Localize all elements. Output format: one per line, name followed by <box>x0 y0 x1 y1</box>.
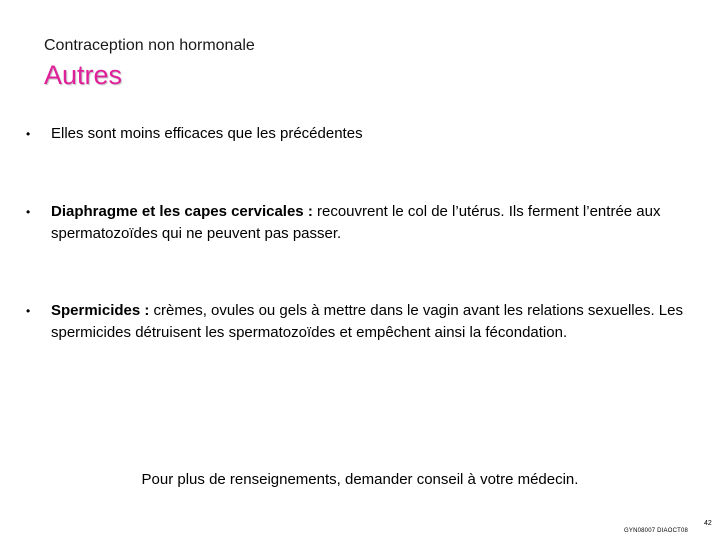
bullet-marker: • <box>26 304 31 318</box>
document-code: GYN08007 DIAOCT08 <box>624 528 689 534</box>
bullet-marker: • <box>26 127 31 141</box>
page-number: 42 <box>704 520 712 527</box>
slide-title: Autres <box>44 60 123 90</box>
bullet-lead: Spermicides : <box>51 302 150 319</box>
bullet-text <box>51 300 716 344</box>
bullet-body: crèmes, ovules ou gels à mettre dans le vagin avant les relations sexuelles. Les spermicides détruisent les spermatozoïdes et empêchent ainsi la fécondation. <box>51 302 683 341</box>
bullet-text <box>51 123 716 145</box>
slide-supertitle: Contraception non hormonale <box>44 37 255 54</box>
bullet-lead: Diaphragme et les capes cervicales : <box>51 203 313 220</box>
bullet-body: recouvrent le col de l’utérus. Ils ferment l’entrée aux spermatozoïdes qui ne peuvent pas passer. <box>51 203 661 242</box>
bullet-body: Elles sont moins efficaces que les précédentes <box>51 125 363 142</box>
bullet-text <box>51 201 716 245</box>
footer-note: Pour plus de renseignements, demander conseil à votre médecin. <box>141 471 579 488</box>
bullet-marker: • <box>26 205 31 219</box>
